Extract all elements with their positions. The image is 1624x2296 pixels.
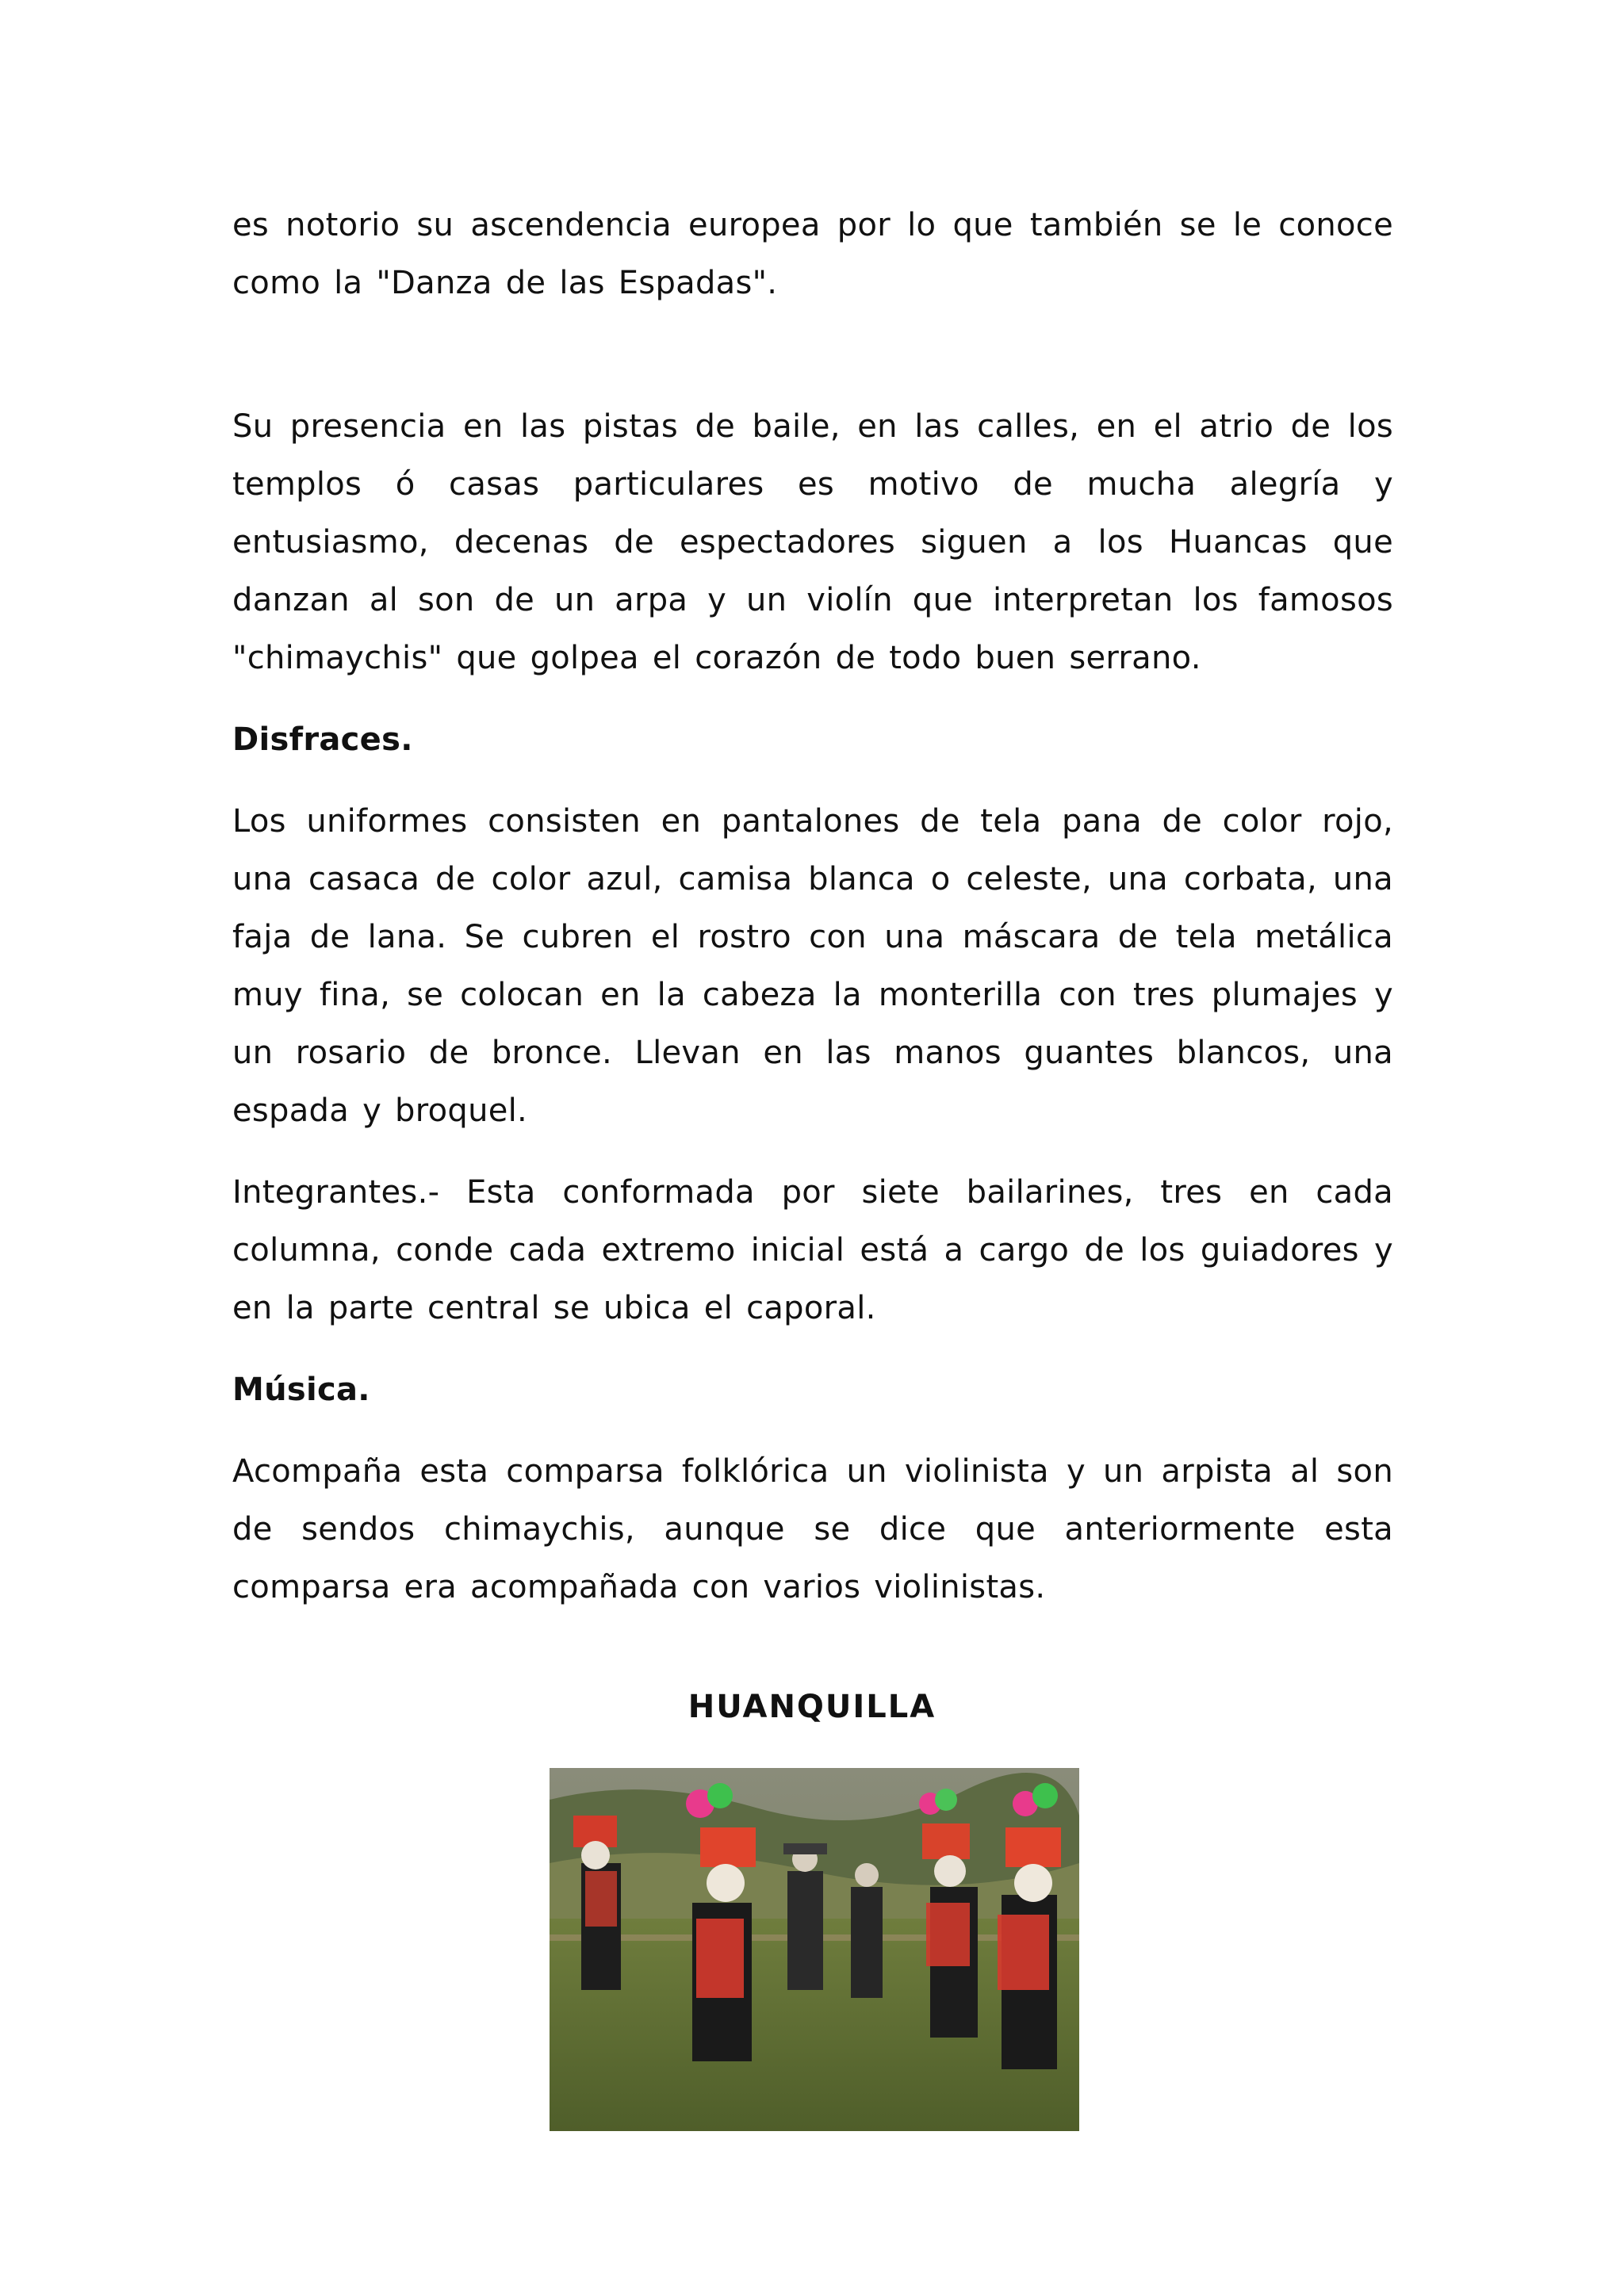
dancers-photo	[550, 1768, 1079, 2131]
paragraph-intro: es notorio su ascendencia europea por lo que también se le conoce como la "Danza de las Espadas".	[232, 207, 1393, 301]
paragraph-integrantes: Integrantes.- Esta conformada por siete bailarines, tres en cada columna, conde cada extremo inicial está a cargo de los guiadores y en la parte central se ubica el caporal.	[232, 1174, 1393, 1326]
paragraph-presencia: Su presencia en las pistas de baile, en las calles, en el atrio de los templos ó casas particulares es motivo de mucha alegría y entusiasmo, decenas de espectadores siguen a los Huancas que danzan al son de un arpa y un violín que interpretan los famosos "chimaychis" que golpea el corazón de todo buen serrano.	[232, 408, 1393, 676]
figure-title: HUANQUILLA	[688, 1689, 936, 1725]
heading-disfraces: Disfraces.	[232, 721, 413, 758]
document-body	[232, 197, 1393, 1617]
heading-musica: Música.	[232, 1372, 370, 1408]
paragraph-disfraces: Los uniformes consisten en pantalones de tela pana de color rojo, una casaca de color azul, camisa blanca o celeste, una corbata, una faja de lana. Se cubren el rostro con una máscara de tela metálica muy fina, se colocan en la cabeza la monterilla con tres plumajes y un rosario de bronce. Llevan en las manos guantes blancos, una espada y broquel.	[232, 803, 1393, 1129]
paragraph-musica: Acompaña esta comparsa folklórica un violinista y un arpista al son de sendos chimaychis, aunque se dice que anteriormente esta comparsa era acompañada con varios violinistas.	[232, 1453, 1393, 1605]
